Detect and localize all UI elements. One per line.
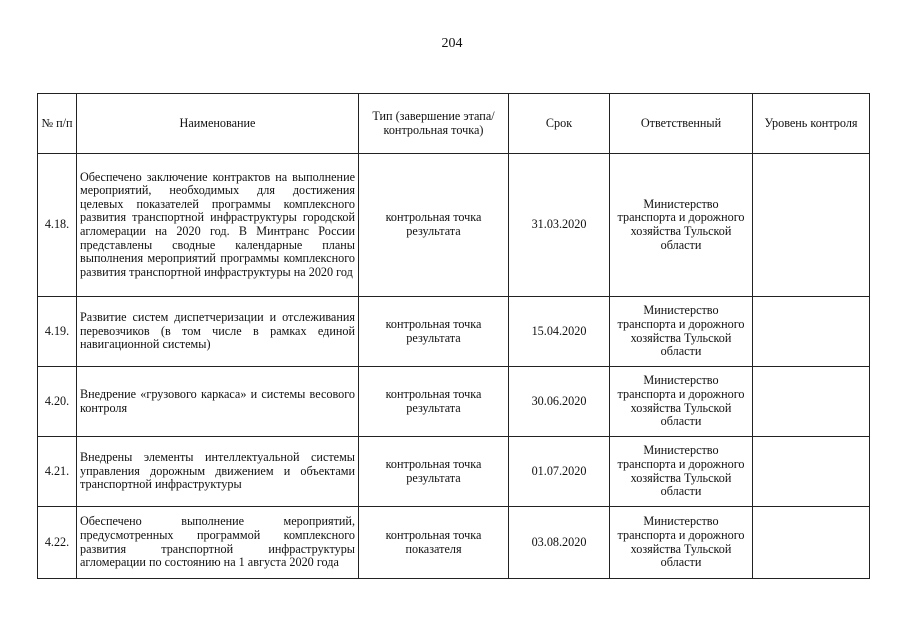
row-num: 4.18. [38, 154, 77, 297]
row-deadline: 31.03.2020 [509, 154, 610, 297]
header-type: Тип (завершение этапа/контрольная точка) [359, 94, 509, 154]
row-type: контрольная точка результата [359, 154, 509, 297]
row-num: 4.20. [38, 367, 77, 437]
row-num: 4.19. [38, 297, 77, 367]
row-responsible: Министерство транспорта и дорожного хозяйства Тульской области [610, 297, 753, 367]
row-type: контрольная точка результата [359, 437, 509, 507]
table-row [38, 367, 870, 437]
page-number: 204 [441, 36, 463, 51]
row-name: Внедрены элементы интеллектуальной системы управления дорожным движением и объектами транспортной инфраструктуры [77, 437, 359, 507]
row-name: Внедрение «грузового каркаса» и системы весового контроля [77, 367, 359, 437]
header-name: Наименование [77, 94, 359, 154]
table-header-row [38, 94, 870, 154]
row-type: контрольная точка результата [359, 297, 509, 367]
row-responsible: Министерство транспорта и дорожного хозяйства Тульской области [610, 367, 753, 437]
row-name: Обеспечено выполнение мероприятий, предусмотренных программой комплексного развития транспортной инфраструктуры агломерации по состоянию на 1 августа 2020 года [77, 507, 359, 579]
row-name: Развитие систем диспетчеризации и отслеживания перевозчиков (в том числе в рамках единой навигационной системы) [77, 297, 359, 367]
row-deadline: 03.08.2020 [509, 507, 610, 579]
plan-table [37, 93, 870, 579]
table-row [38, 437, 870, 507]
header-deadline: Срок [509, 94, 610, 154]
row-control-level [753, 437, 870, 507]
row-num: 4.21. [38, 437, 77, 507]
row-num: 4.22. [38, 507, 77, 579]
row-responsible: Министерство транспорта и дорожного хозяйства Тульской области [610, 154, 753, 297]
row-responsible: Министерство транспорта и дорожного хозяйства Тульской области [610, 507, 753, 579]
table-row [38, 297, 870, 367]
row-control-level [753, 367, 870, 437]
row-deadline: 01.07.2020 [509, 437, 610, 507]
header-num: № п/п [38, 94, 77, 154]
table-row [38, 154, 870, 297]
row-control-level [753, 154, 870, 297]
row-deadline: 15.04.2020 [509, 297, 610, 367]
row-control-level [753, 507, 870, 579]
header-responsible: Ответственный [610, 94, 753, 154]
row-type: контрольная точка показателя [359, 507, 509, 579]
row-responsible: Министерство транспорта и дорожного хозяйства Тульской области [610, 437, 753, 507]
row-control-level [753, 297, 870, 367]
row-deadline: 30.06.2020 [509, 367, 610, 437]
row-type: контрольная точка результата [359, 367, 509, 437]
table-row [38, 507, 870, 579]
header-control-level: Уровень контроля [753, 94, 870, 154]
row-name: Обеспечено заключение контрактов на выполнение мероприятий, необходимых для достижения целевых показателей программы комплексного развития транспортной инфраструктуры городской агломерации на 2020 год. В Минтранс России представлены сводные календарные планы выполнения мероприятий программы комплексного развития транспортной инфраструктуры на 2020 год [77, 154, 359, 297]
